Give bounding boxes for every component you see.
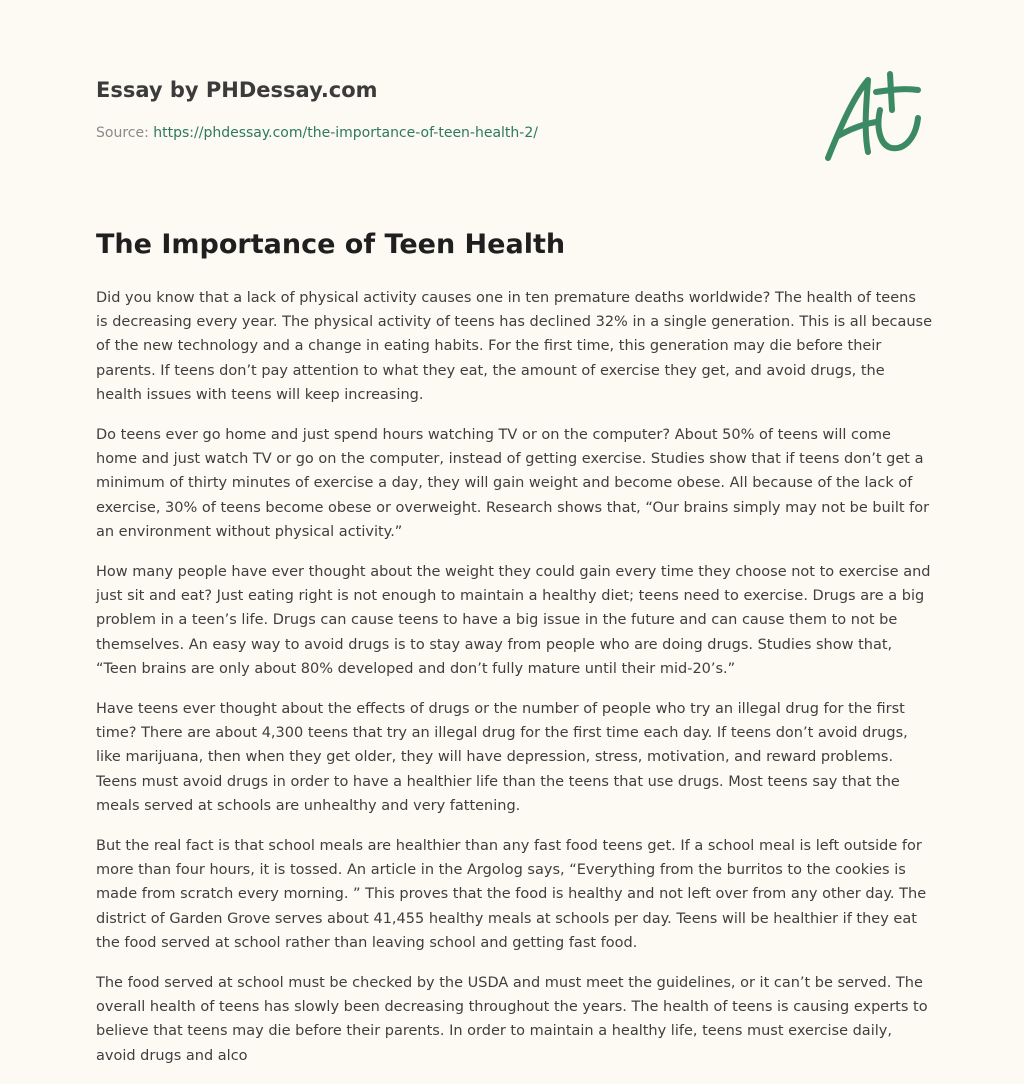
a-plus-grade-icon bbox=[824, 66, 924, 164]
essay-body bbox=[96, 286, 932, 1084]
essay-page bbox=[96, 0, 932, 1076]
essay-paragraph: Did you know that a lack of physical activity causes one in ten premature deaths worldwide? The health of teens is decreasing every year. The physical activity of teens has declined 32% in a single generation. This is all because of the new technology and a change in eating habits. For the first time, this generation may die before their parents. If teens don’t pay attention to what they eat, the amount of exercise they get, and avoid drugs, the health issues with teens will keep increasing. bbox=[96, 290, 933, 403]
essay-paragraph: Do teens ever go home and just spend hours watching TV or on the computer? About 50% of teens will come home and just watch TV or go on the computer, instead of getting exercise. Studies show that if teens don’t get a minimum of thirty minutes of exercise a day, they will gain weight and become obese. All because of the lack of exercise, 30% of teens become obese or overweight. Research shows that, “Our brains simply may not be built for an environment without physical activity.” bbox=[96, 427, 930, 540]
source-link[interactable]: https://phdessay.com/the-importance-of-teen-health-2/ bbox=[153, 125, 538, 141]
essay-paragraph: How many people have ever thought about the weight they could gain every time they choose not to exercise and just sit and eat? Just eating right is not enough to maintain a healthy diet; teens need to exercise. Drugs are a big problem in a teen’s life. Drugs can cause teens to have a big issue in the future and can cause them to not be themselves. An easy way to avoid drugs is to stay away from people who are doing drugs. Studies show that, “Teen brains are only about 80% developed and don’t fully mature until their mid-20’s.” bbox=[96, 564, 931, 677]
source-line bbox=[96, 123, 538, 143]
source-label: Source: bbox=[96, 125, 154, 141]
essay-paragraph: But the real fact is that school meals are healthier than any fast food teens get. If a school meal is left outside for more than four hours, it is tossed. An article in the Argolog says, “Everything from the burritos to the cookies is made from scratch every morning. ” This proves that the food is healthy and not left over from any other day. The district of Garden Grove serves about 41,455 healthy meals at schools per day. Teens will be healthier if they eat the food served at school rather than leaving school and getting fast food. bbox=[96, 838, 927, 951]
site-title: Essay by PHDessay.com bbox=[96, 78, 378, 102]
essay-paragraph: Have teens ever thought about the effects of drugs or the number of people who try an illegal drug for the first time? There are about 4,300 teens that try an illegal drug for the first time each day. If teens don’t avoid drugs, like marijuana, then when they get older, they will have depression, stress, motivation, and reward problems. Teens must avoid drugs in order to have a healthier life than the teens that use drugs. Most teens say that the meals served at schools are unhealthy and very fattening. bbox=[96, 701, 908, 814]
essay-paragraph: The food served at school must be checked by the USDA and must meet the guidelines, or it can’t be served. The overall health of teens has slowly been decreasing throughout the years. The health of teens is causing experts to believe that teens may die before their parents. In order to maintain a healthy life, teens must exercise daily, avoid drugs and alco bbox=[96, 975, 928, 1064]
essay-title: The Importance of Teen Health bbox=[96, 229, 566, 260]
